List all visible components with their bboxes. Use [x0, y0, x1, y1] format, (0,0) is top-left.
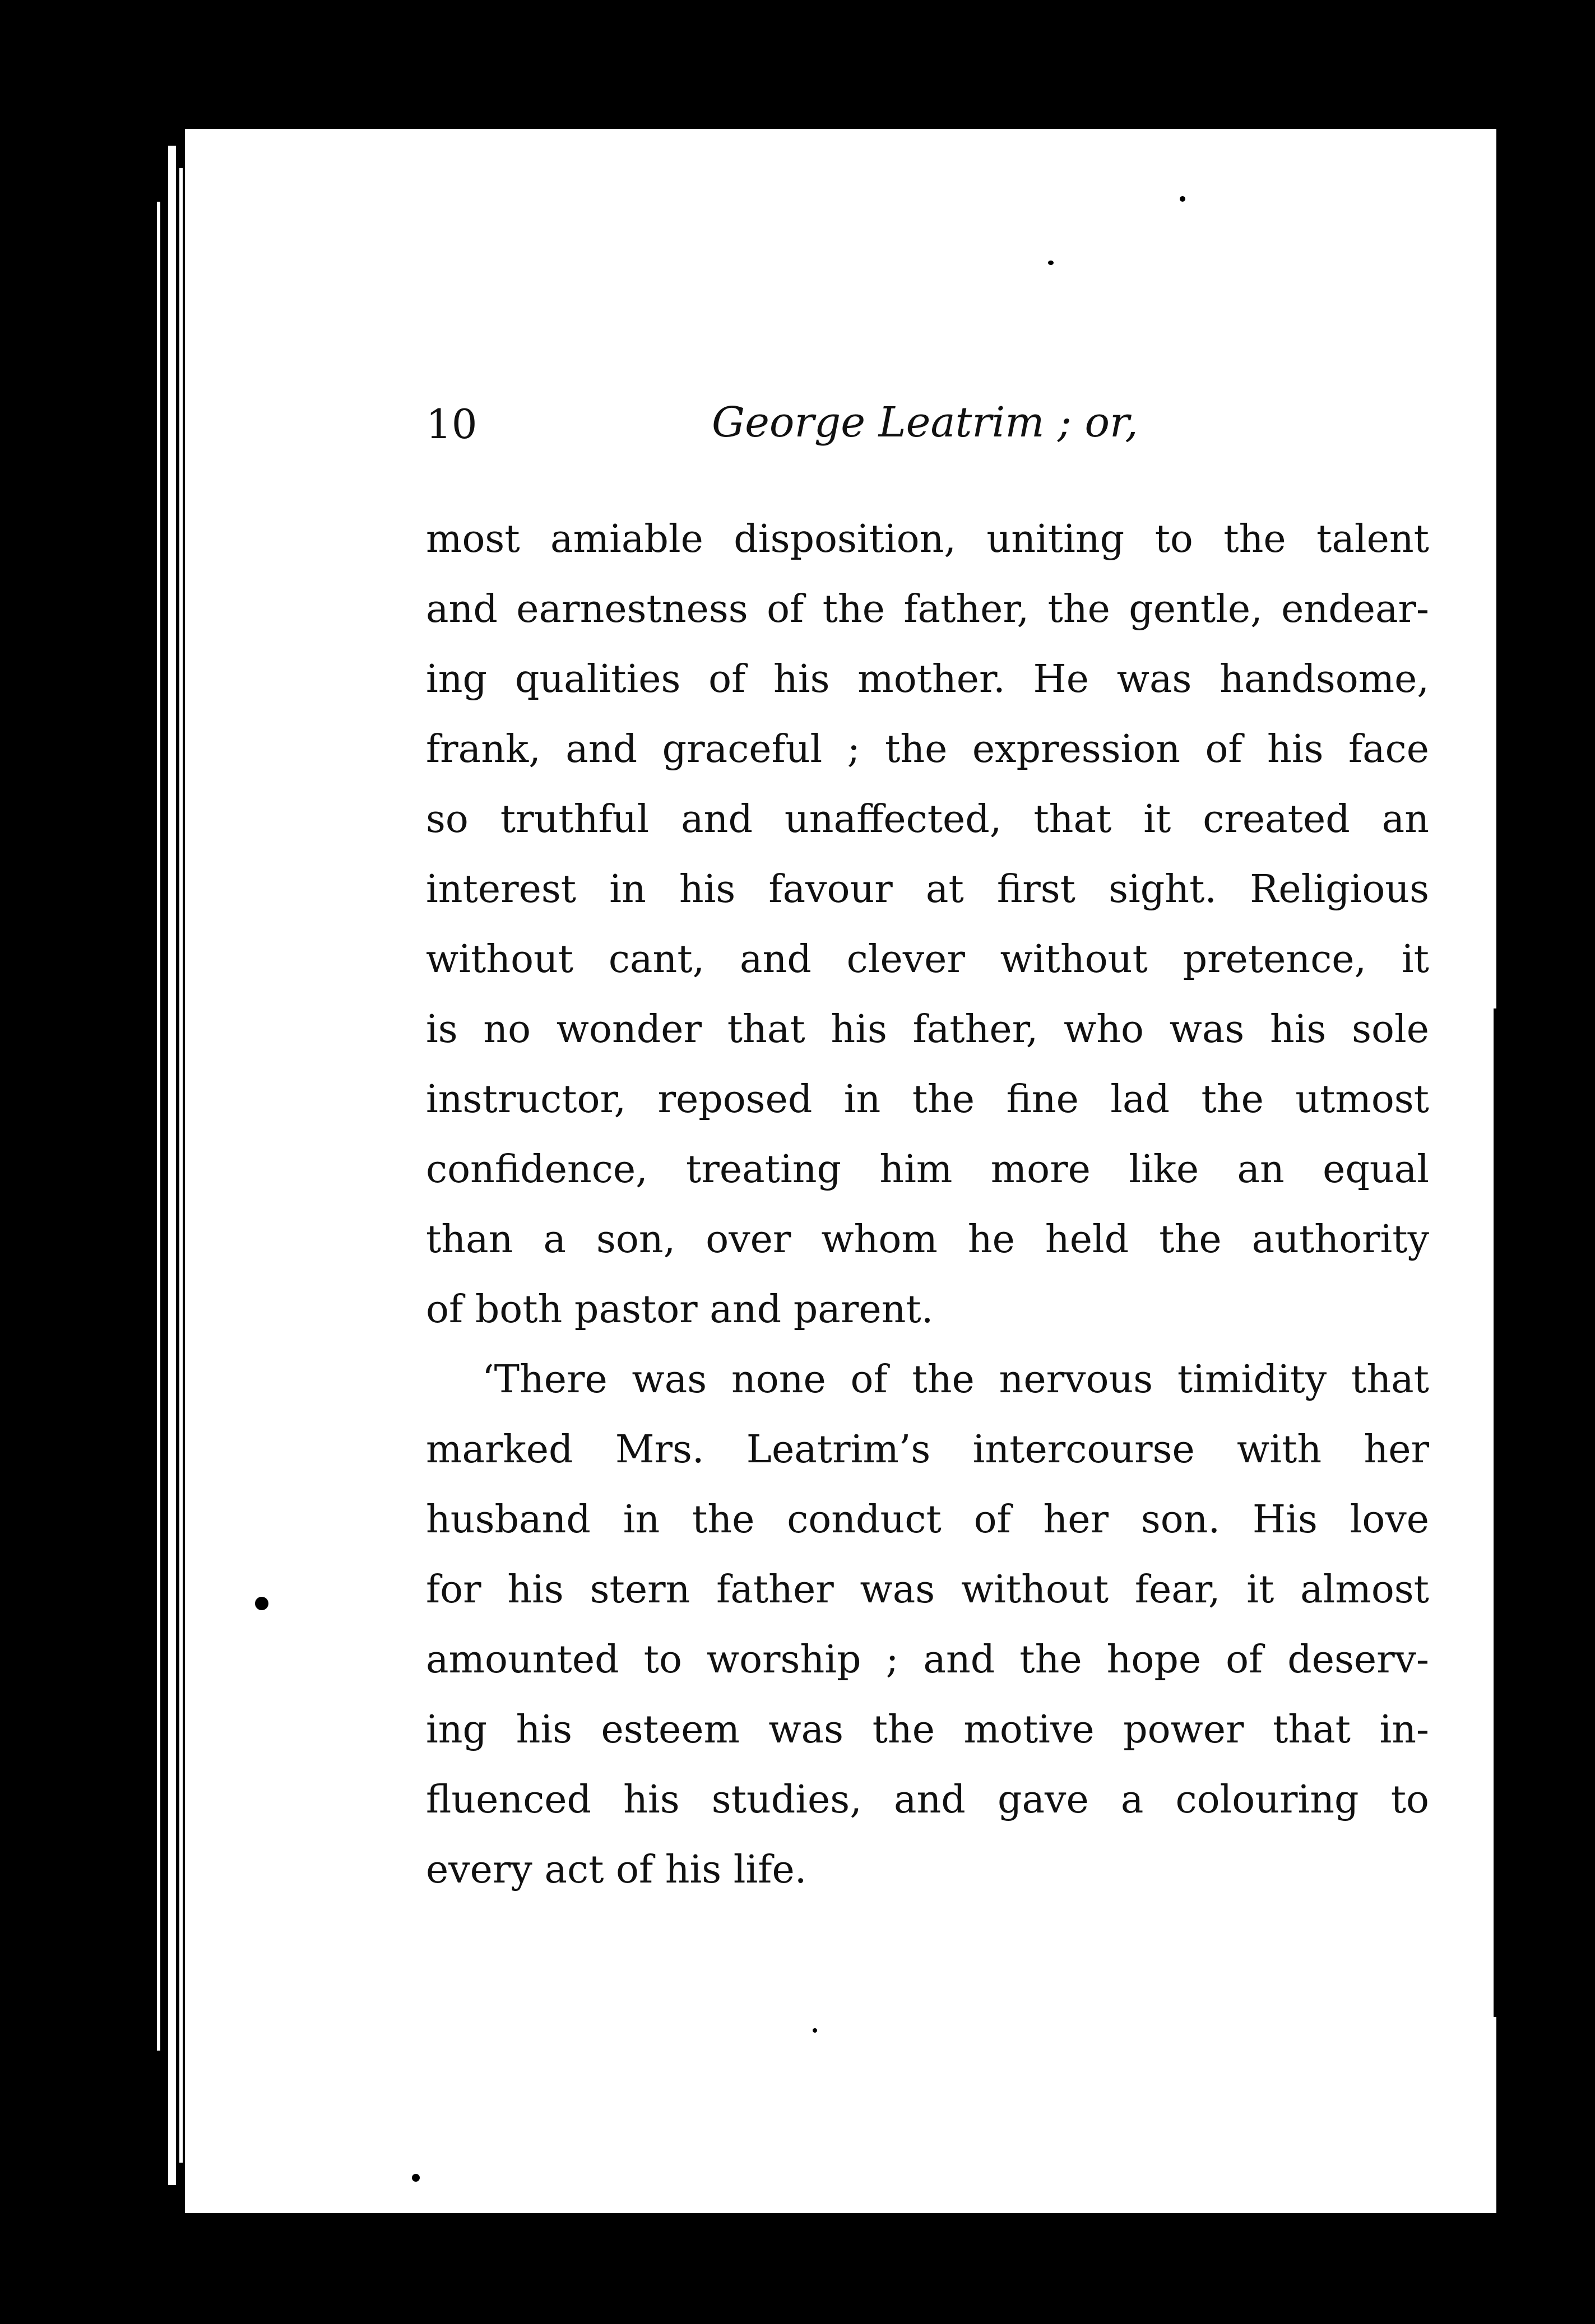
- text-line: confidence, treating him more like an equal: [426, 1147, 1429, 1192]
- text-line: amounted to worship ; and the hope of deserv-: [426, 1638, 1429, 1682]
- text-line: without cant, and clever without pretence, it: [426, 937, 1429, 982]
- text-line: for his stern father was without fear, it almost: [426, 1568, 1429, 1612]
- text-line: fluenced his studies, and gave a colouring to: [426, 1778, 1429, 1822]
- page-header: [426, 398, 1154, 462]
- running-head: George Leatrim ; or,: [712, 398, 1138, 447]
- binding-shadow: [1494, 1008, 1544, 2017]
- text-line: ‘There was none of the nervous timidity that: [482, 1358, 1429, 1402]
- ink-speck: [1048, 261, 1054, 265]
- text-line: than a son, over whom he held the authority: [426, 1217, 1429, 1262]
- page-right-edge: [1446, 129, 1496, 2213]
- page-number: 10: [426, 401, 477, 448]
- text-line: most amiable disposition, uniting to the talent: [426, 517, 1429, 561]
- body-text: [426, 504, 1429, 1905]
- text-line: husband in the conduct of her son. His love: [426, 1498, 1429, 1542]
- text-line: frank, and graceful ; the expression of his face: [426, 727, 1429, 771]
- text-line: is no wonder that his father, who was his sole: [426, 1007, 1429, 1052]
- page-stack-edge: [179, 168, 183, 2163]
- ink-speck: [412, 2174, 420, 2182]
- text-line: ing qualities of his mother. He was handsome,: [426, 657, 1429, 701]
- text-line: instructor, reposed in the fine lad the utmost: [426, 1077, 1429, 1122]
- text-line: so truthful and unaffected, that it created an: [426, 797, 1429, 842]
- text-line: marked Mrs. Leatrim’s intercourse with her: [426, 1428, 1429, 1472]
- text-line: ing his esteem was the motive power that in-: [426, 1708, 1429, 1752]
- ink-speck: [255, 1597, 268, 1610]
- page-stack-edge: [168, 146, 176, 2185]
- text-line: interest in his favour at first sight. Religious: [426, 867, 1429, 912]
- page-stack-edge: [157, 202, 160, 2051]
- text-line: every act of his life.: [426, 1848, 807, 1892]
- ink-speck: [1180, 196, 1185, 202]
- paragraph: [426, 504, 1429, 1345]
- ink-speck: [813, 2028, 817, 2033]
- text-line: of both pastor and parent.: [426, 1288, 934, 1332]
- paragraph: [426, 1345, 1429, 1905]
- text-line: and earnestness of the father, the gentle, endear-: [426, 587, 1429, 631]
